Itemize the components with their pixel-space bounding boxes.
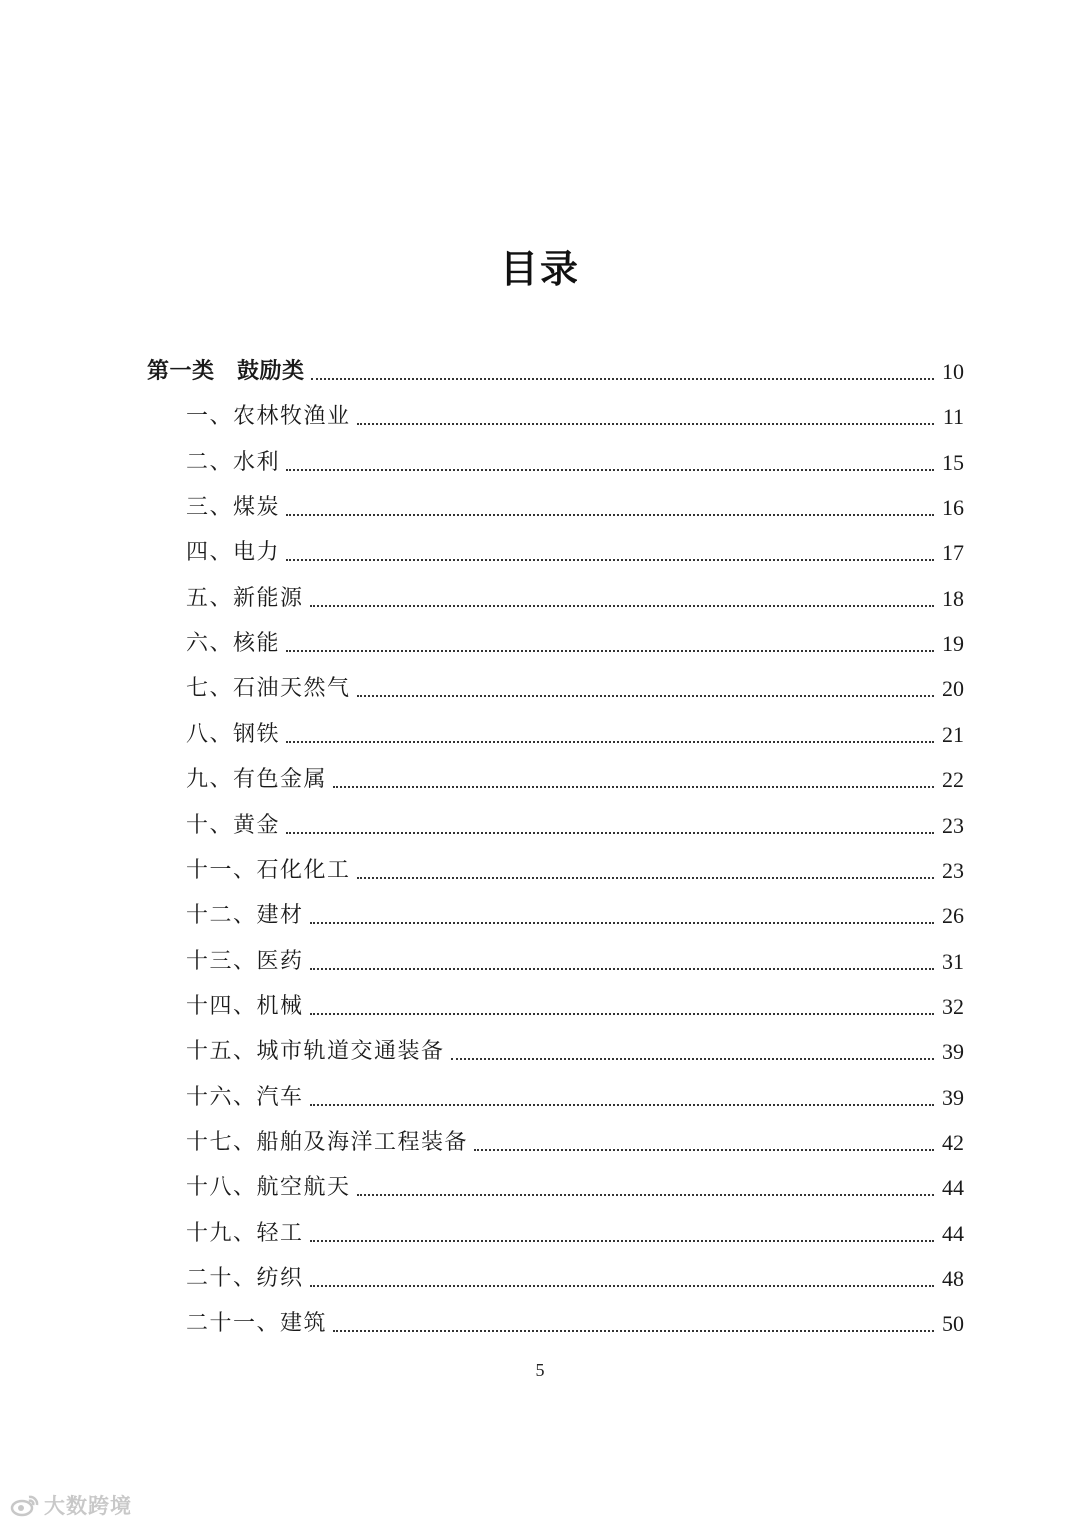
toc-leader-dots [333, 785, 934, 788]
toc-entry-label: 十四、机械 [186, 993, 304, 1019]
toc-entry-label: 二十一、建筑 [186, 1311, 328, 1337]
toc-leader-dots [474, 1148, 934, 1151]
toc-leader-dots [357, 422, 934, 425]
toc-leader-dots [311, 377, 934, 380]
toc-leader-dots [310, 1012, 934, 1015]
toc-entry-page: 50 [942, 1311, 964, 1337]
toc-entry-page: 26 [942, 903, 964, 929]
toc-entry-label: 二、水利 [186, 449, 281, 475]
toc-entry[interactable] [186, 1253, 964, 1293]
toc-leader-dots [357, 1193, 934, 1196]
toc-entry-label: 六、核能 [186, 631, 281, 657]
toc-entry-page: 31 [942, 948, 964, 974]
toc-leader-dots [286, 513, 934, 516]
toc-entry-page: 22 [942, 767, 964, 793]
toc-entry-page: 19 [942, 631, 964, 657]
toc-entry-label: 十八、航空航天 [186, 1175, 351, 1201]
toc-entry-page: 39 [942, 1084, 964, 1110]
toc-leader-dots [357, 694, 934, 697]
toc-entry[interactable] [186, 391, 964, 431]
toc-entry[interactable] [186, 1072, 964, 1112]
toc-entry-page: 11 [942, 404, 964, 430]
toc-entry-label: 十五、城市轨道交通装备 [186, 1039, 445, 1065]
toc-entry-page: 18 [942, 585, 964, 611]
toc-entry-label: 一、农林牧渔业 [186, 404, 351, 430]
toc-entry-label: 二十、纺织 [186, 1266, 304, 1291]
toc-entry[interactable] [186, 437, 964, 477]
toc-entry-page: 48 [942, 1266, 964, 1291]
toc-entry[interactable] [186, 981, 964, 1021]
toc-leader-dots [310, 1239, 934, 1242]
toc-entry-page: 44 [942, 1220, 964, 1246]
toc-leader-dots [357, 876, 934, 879]
toc-entry-page: 42 [942, 1129, 964, 1155]
toc-leader-dots [310, 1284, 934, 1287]
toc-entry-page: 44 [942, 1175, 964, 1201]
toc-entry-page: 10 [942, 359, 964, 384]
toc-entry-label: 九、有色金属 [186, 767, 328, 793]
toc-leader-dots [286, 558, 934, 561]
toc-entry-page: 32 [942, 993, 964, 1019]
toc-entry[interactable] [186, 573, 964, 613]
toc-entry-label: 七、石油天然气 [186, 676, 351, 702]
toc-entry[interactable] [186, 890, 964, 930]
toc-leader-dots [286, 468, 934, 471]
toc-leader-dots [286, 831, 934, 834]
toc-entry[interactable] [186, 1117, 964, 1157]
toc-entry[interactable] [186, 1026, 964, 1066]
toc-entry-label: 十一、石化化工 [186, 857, 351, 883]
toc-entry-page: 21 [942, 721, 964, 747]
toc-entry[interactable] [186, 618, 964, 658]
toc-section-heading[interactable] [147, 346, 964, 386]
toc-entry-page: 39 [942, 1039, 964, 1065]
toc-entry[interactable] [186, 527, 964, 567]
toc-entry[interactable] [186, 663, 964, 703]
toc-entry[interactable] [186, 709, 964, 749]
toc-entry-label: 十二、建材 [186, 903, 304, 929]
toc-entry-page: 23 [942, 812, 964, 838]
toc-entry-label: 十七、船舶及海洋工程装备 [186, 1129, 469, 1155]
toc-entry-label: 三、煤炭 [186, 495, 281, 521]
toc-entry-label: 四、电力 [186, 540, 281, 566]
toc-leader-dots [333, 1329, 934, 1332]
toc-entry[interactable] [186, 482, 964, 522]
toc-leader-dots [310, 604, 934, 607]
weibo-logo-icon [10, 1493, 40, 1517]
toc-entry-page: 23 [942, 857, 964, 883]
toc-entry-page: 20 [942, 676, 964, 702]
toc-entry[interactable] [186, 1208, 964, 1248]
toc-entry[interactable] [186, 1162, 964, 1202]
toc-entry-label: 十六、汽车 [186, 1084, 304, 1110]
toc-leader-dots [286, 740, 934, 743]
toc-entry[interactable] [186, 800, 964, 840]
toc-entry-label: 十、黄金 [186, 812, 281, 838]
toc-leader-dots [310, 967, 934, 970]
toc-leader-dots [310, 921, 934, 924]
toc-entry[interactable] [186, 845, 964, 885]
toc-entry-page: 16 [942, 495, 964, 521]
page-number: 5 [535, 1360, 545, 1380]
page-title: 目录 [499, 247, 580, 291]
toc-entry-page: 15 [942, 449, 964, 475]
toc-entry-label: 五、新能源 [186, 585, 304, 611]
toc-entry-page: 17 [942, 540, 964, 566]
watermark-text: 大数跨境 [44, 1494, 132, 1518]
toc-entry[interactable] [186, 936, 964, 976]
toc-leader-dots [451, 1057, 934, 1060]
toc-entry-label: 十三、医药 [186, 948, 304, 974]
toc-entry-label: 八、钢铁 [186, 721, 281, 747]
watermark [10, 1490, 132, 1520]
toc-entry[interactable] [186, 1298, 964, 1338]
toc-entry[interactable] [186, 754, 964, 794]
toc-entry-label: 十九、轻工 [186, 1220, 304, 1246]
toc-leader-dots [310, 1103, 934, 1106]
toc-entry-label: 第一类 鼓励类 [147, 359, 305, 384]
toc-leader-dots [286, 649, 934, 652]
